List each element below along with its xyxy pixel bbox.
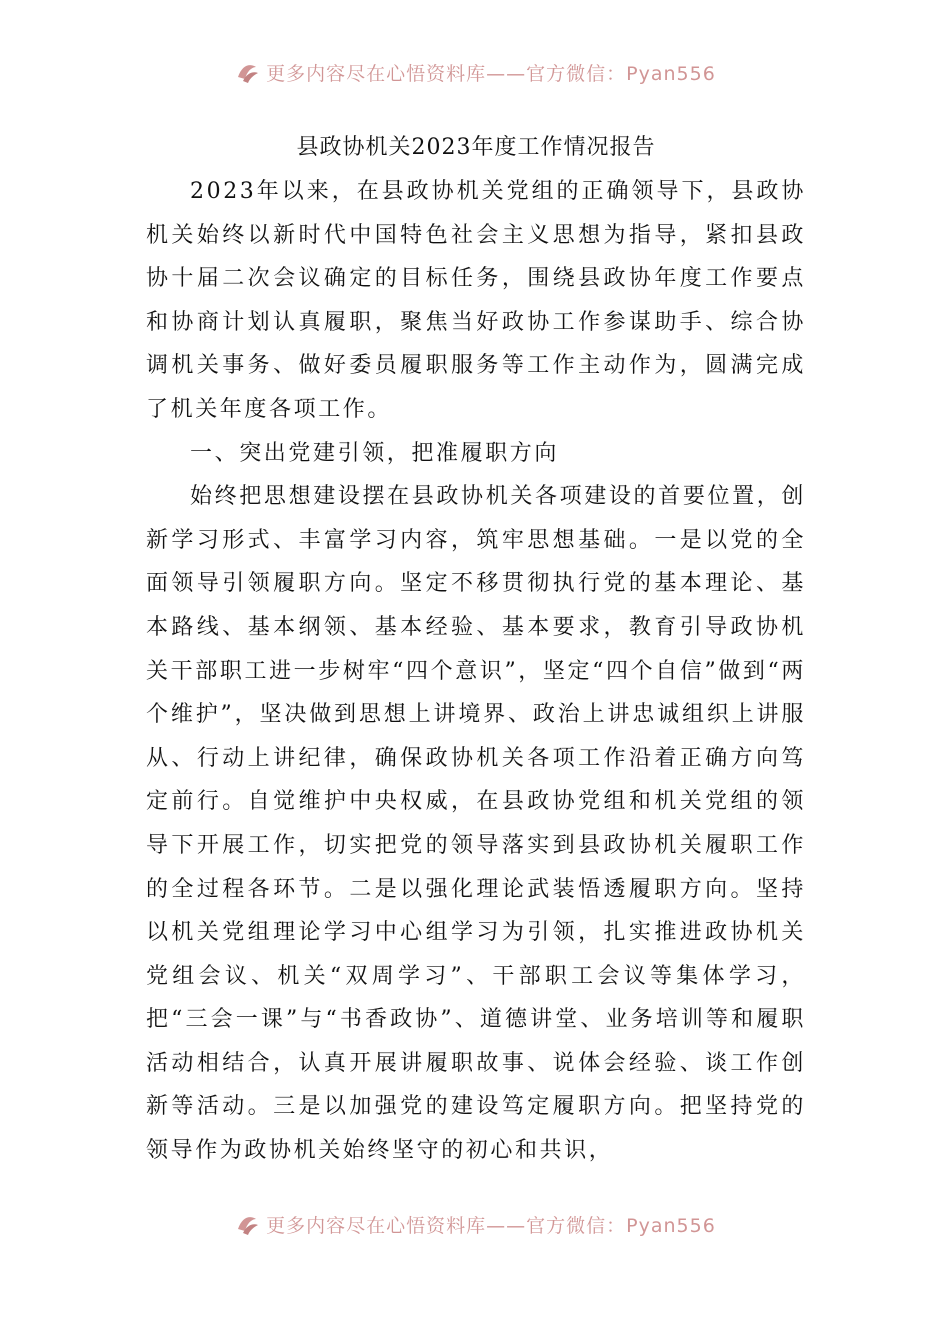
intro-paragraph: 2023年以来，在县政协机关党组的正确领导下，县政协机关始终以新时代中国特色社会主义思想为指导，紧扣县政协十届二次会议确定的目标任务，围绕县政协年度工作要点和协商计划认真履职，聚焦当好政协工作参谋助手、综合协调机关事务、做好委员履职服务等工作主动作为，圆满完成了机关年度各项工作。 — [146, 179, 806, 422]
document-body — [146, 126, 806, 1173]
watermark-header — [0, 52, 950, 92]
section-heading: 一、突出党建引领，把准履职方向 — [190, 440, 560, 466]
watermark-text: 更多内容尽在心悟资料库——官方微信：Pyan556 — [266, 62, 716, 85]
logo-icon — [234, 59, 260, 85]
watermark-text: 更多内容尽在心悟资料库——官方微信：Pyan556 — [266, 1214, 716, 1237]
document-title: 县政协机关2023年度工作情况报告 — [296, 135, 656, 160]
section-paragraph: 始终把思想建设摆在县政协机关各项建设的首要位置，创新学习形式、丰富学习内容，筑牢思想基础。一是以党的全面领导引领履职方向。坚定不移贯彻执行党的基本理论、基本路线、基本纲领、基本经验、基本要求，教育引导政协机关干部职工进一步树牢“四个意识”，坚定“四个自信”做到“两个维护”，坚决做到思想上讲境界、政治上讲忠诚组织上讲服从、行动上讲纪律，确保政协机关各项工作沿着正确方向笃定前行。自觉维护中央权威，在县政协党组和机关党组的领导下开展工作，切实把党的领导落实到县政协机关履职工作的全过程各环节。二是以强化理论武装悟透履职方向。坚持以机关党组理论学习中心组学习为引领，扎实推进政协机关党组会议、机关“双周学习”、干部职工会议等集体学习，把“三会一课”与“书香政协”、道德讲堂、业务培训等和履职活动相结合，认真开展讲履职故事、说体会经验、谈工作创新等活动。三是以加强党的建设笃定履职方向。把坚持党的领导作为政协机关始终坚守的初心和共识， — [146, 484, 806, 1164]
logo-icon — [234, 1211, 260, 1237]
watermark-footer — [0, 1204, 950, 1244]
